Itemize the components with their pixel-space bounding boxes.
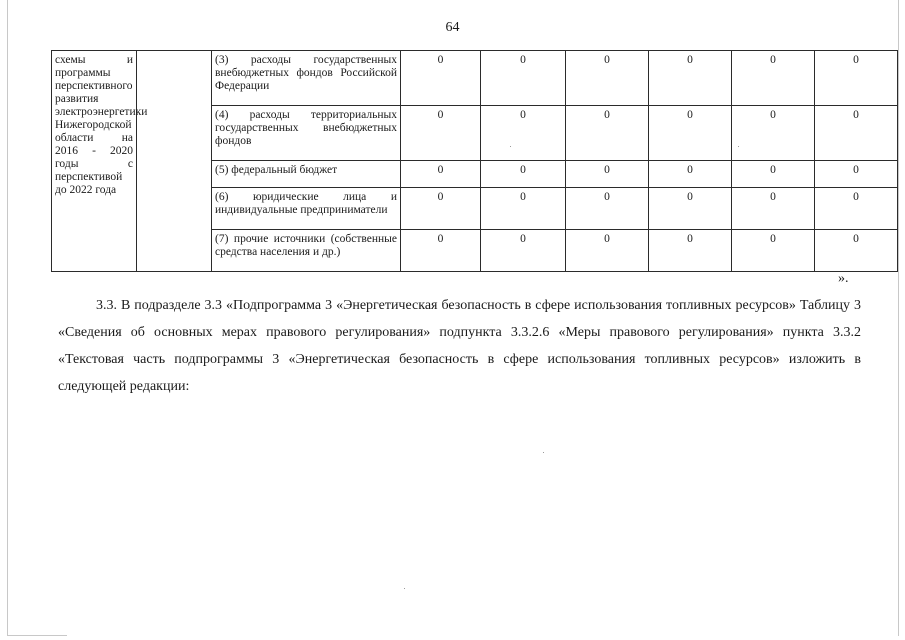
value-cell: 0 — [401, 106, 481, 161]
value-cell: 0 — [732, 106, 815, 161]
value-cell: 0 — [649, 106, 732, 161]
value-cell: 0 — [649, 188, 732, 230]
closing-quote: ». — [838, 271, 849, 286]
value-cell: 0 — [815, 188, 898, 230]
funding-source-cell: (7) прочие источники (собственные средства населения и др.) — [212, 230, 401, 272]
value-cell: 0 — [649, 230, 732, 272]
scan-speck — [404, 588, 405, 589]
scan-speck — [738, 146, 739, 147]
funding-source-cell: (4) расходы территориальных государственных внебюджетных фондов — [212, 106, 401, 161]
budget-table — [51, 50, 898, 272]
page-edge-right — [898, 0, 899, 636]
body-paragraph: 3.3. В подразделе 3.3 «Подпрограмма 3 «Энергетическая безопасность в сфере использования топливных ресурсов» Таблицу 3 «Сведения об основных мерах правового регулирования» подпункта 3.3.2.6 «Меры правового регулирования» пункта 3.3.2 «Текстовая часть подпрограммы 3 «Энергетическая безопасность в сфере использования топливных ресурсов» изложить в следующей редакции: — [58, 298, 861, 394]
funding-source-cell: (6) юридические лица и индивидуальные предприниматели — [212, 188, 401, 230]
value-cell: 0 — [732, 161, 815, 188]
value-cell: 0 — [481, 188, 566, 230]
page-number: 64 — [445, 20, 460, 35]
empty-cell — [137, 51, 212, 272]
value-cell: 0 — [401, 51, 481, 106]
value-cell: 0 — [481, 51, 566, 106]
value-cell: 0 — [649, 51, 732, 106]
value-cell: 0 — [566, 230, 649, 272]
value-cell: 0 — [732, 230, 815, 272]
value-cell: 0 — [481, 230, 566, 272]
value-cell: 0 — [566, 188, 649, 230]
value-cell: 0 — [732, 51, 815, 106]
funding-source-cell: (5) федеральный бюджет — [212, 161, 401, 188]
page-edge-left — [7, 0, 8, 636]
value-cell: 0 — [401, 188, 481, 230]
program-name-cell: схемы и программы перспективного развития электроэнергетики Нижегородской области на 2016 - 2020 годы с перспективой до 2022 года — [52, 51, 137, 272]
page-edge-bottom — [7, 635, 67, 636]
value-cell: 0 — [481, 106, 566, 161]
value-cell: 0 — [732, 188, 815, 230]
value-cell: 0 — [815, 51, 898, 106]
value-cell: 0 — [566, 106, 649, 161]
value-cell: 0 — [815, 161, 898, 188]
value-cell: 0 — [401, 161, 481, 188]
table-row — [52, 51, 898, 106]
value-cell: 0 — [481, 161, 566, 188]
value-cell: 0 — [815, 106, 898, 161]
value-cell: 0 — [649, 161, 732, 188]
value-cell: 0 — [566, 161, 649, 188]
value-cell: 0 — [566, 51, 649, 106]
value-cell: 0 — [815, 230, 898, 272]
scan-speck — [543, 452, 544, 453]
scan-speck — [510, 146, 511, 147]
value-cell: 0 — [401, 230, 481, 272]
funding-source-cell: (3) расходы государственных внебюджетных фондов Российской Федерации — [212, 51, 401, 106]
